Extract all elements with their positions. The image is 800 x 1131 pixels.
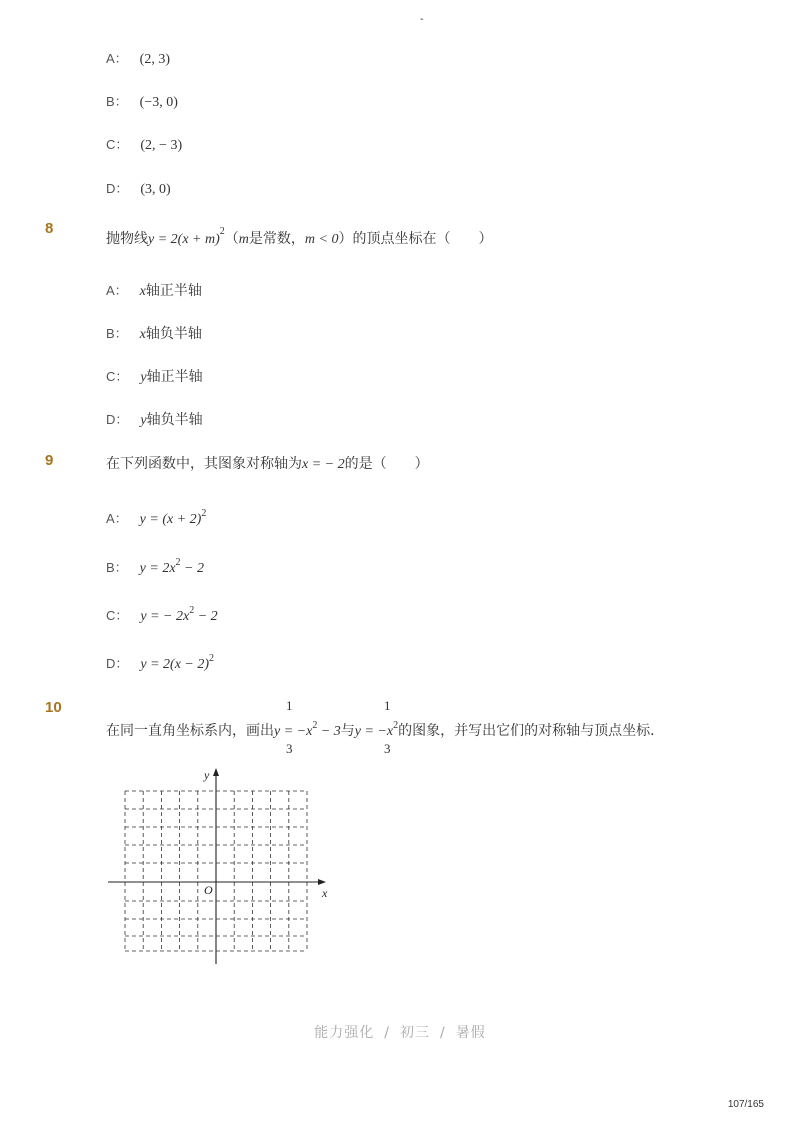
q8-number: 8: [45, 220, 54, 237]
q9-number: 9: [45, 452, 54, 469]
q10-number: 10: [45, 699, 62, 716]
option-label: C：: [106, 137, 129, 152]
top-mark: -: [420, 14, 424, 25]
q9-option-c[interactable]: C： y = − $2x^2 - 2$: [106, 605, 218, 624]
q8-option-a[interactable]: A： x轴正半轴: [106, 283, 202, 299]
option-label: D：: [106, 181, 129, 196]
q9-option-a[interactable]: A： $y = (x + 2)^2$: [106, 508, 207, 527]
option-value: (3, 0): [140, 182, 171, 197]
q9-option-d[interactable]: D： $y = 2(x - 2)^2$: [106, 653, 215, 672]
q8-option-c[interactable]: C： y轴正半轴: [106, 369, 203, 385]
option-label: B：: [106, 94, 128, 109]
q10-f2-numerator: 1: [384, 698, 391, 713]
x-axis-label: x: [322, 886, 328, 900]
y-axis-arrow: [213, 768, 219, 776]
q7-option-d[interactable]: [106, 178, 171, 198]
q8-option-b[interactable]: B： x轴负半轴: [106, 326, 202, 342]
q10-stem: 在同一直角坐标系内，画出$y = -x^2 - 3$与$y = -x^2$的图象，并写出它们的对称轴与顶点坐标．: [106, 720, 665, 739]
q7-option-c[interactable]: [106, 134, 182, 154]
q8-formula: $y = 2(x + m)^2$: [148, 226, 225, 247]
q10-f1-denominator: 3: [286, 741, 293, 756]
q9-option-b[interactable]: B： $y = 2x^2 - 2$: [106, 557, 204, 576]
origin-label: O: [204, 883, 213, 897]
page-number: 107/165: [727, 1099, 764, 1110]
q8-stem: 抛物线$y = 2(x + m)^2(m$是常数，m < 0）的顶点坐标在（ ）: [106, 226, 493, 247]
axes: [108, 770, 324, 964]
footer: 能力强化 / 初三 / 暑假: [314, 1025, 486, 1041]
q10-formula-1: $y = -x^2 - 3$: [274, 720, 341, 739]
option-value: (2, 3): [139, 52, 170, 67]
q10-f2-denominator: 3: [384, 741, 391, 756]
option-value: (2, − 3): [140, 138, 183, 153]
y-axis-label: y: [204, 768, 210, 782]
q7-option-a[interactable]: [106, 48, 170, 68]
stem-text: 抛物线: [106, 231, 148, 247]
q8-option-d[interactable]: D： y轴负半轴: [106, 412, 203, 428]
coordinate-grid: [100, 760, 340, 970]
option-value: (−3, 0): [139, 95, 178, 110]
q9-formula: x = − 2: [302, 457, 345, 472]
q9-stem: 在下列函数中，其图象对称轴为x = − 2的是（ ）: [106, 456, 429, 472]
x-axis-arrow: [318, 879, 326, 885]
q7-option-b[interactable]: [106, 91, 178, 111]
q10-f1-numerator: 1: [286, 698, 293, 713]
option-label: A：: [106, 51, 128, 66]
q10-formula-2: $y = -x^2$: [354, 720, 399, 739]
